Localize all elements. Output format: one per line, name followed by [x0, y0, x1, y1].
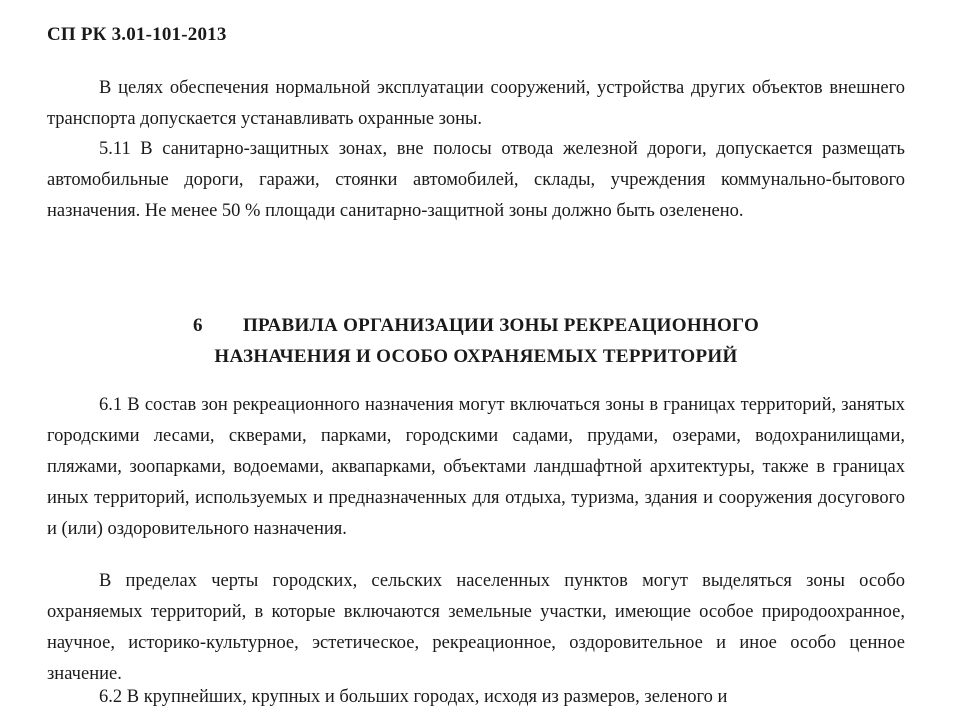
- document-code: СП РК 3.01-101-2013: [47, 24, 227, 45]
- paragraph-protection-zones: [47, 73, 905, 135]
- paragraph-6-2-partial: [47, 682, 905, 713]
- paragraph-text: 6.2 В крупнейших, крупных и больших городах, исходя из размеров, зеленого и: [99, 687, 728, 707]
- section-heading: [47, 310, 905, 372]
- section-heading-line-1: [47, 310, 905, 341]
- paragraph-5-11: [47, 134, 905, 227]
- section-title-line-1: ПРАВИЛА ОРГАНИЗАЦИИ ЗОНЫ РЕКРЕАЦИОННОГО: [242, 315, 760, 336]
- paragraph-text: В пределах черты городских, сельских населенных пунктов могут выделяться зоны особо охраняемых территорий, в которые включаются земельные участки, имеющие особое природоохранное, научное, историко-культурное, эстетическое, рекреационное, оздоровительное и иное особо ценное значение.: [47, 571, 905, 684]
- section-title-line-2: НАЗНАЧЕНИЯ И ОСОБО ОХРАНЯЕМЫХ ТЕРРИТОРИЙ: [214, 346, 738, 367]
- paragraph-text: 5.11 В санитарно-защитных зонах, вне полосы отвода железной дороги, допускается размещать автомобильные дороги, гаражи, стоянки автомобилей, склады, учреждения коммунально-бытового назначения. Не менее 50 % площади санитарно-защитной зоны должно быть озеленено.: [47, 139, 905, 221]
- paragraph-6-1: [47, 390, 905, 545]
- paragraph-text: 6.1 В состав зон рекреационного назначения могут включаться зоны в границах территорий, занятых городскими лесами, скверами, парками, городскими садами, прудами, озерами, водохранилищами, пляжами, зоопарками, водоемами, аквапарками, объектами ландшафтной архитектуры, также в границах иных территорий, используемых и предназначенных для отдыха, туризма, здания и сооружения досугового и (или) оздоровительного назначения.: [47, 395, 905, 539]
- paragraph-protected-territories: [47, 566, 905, 690]
- paragraph-text: В целях обеспечения нормальной эксплуатации сооружений, устройства других объектов внешнего транспорта допускается устанавливать охранные зоны.: [47, 78, 905, 129]
- section-number: 6: [192, 315, 203, 336]
